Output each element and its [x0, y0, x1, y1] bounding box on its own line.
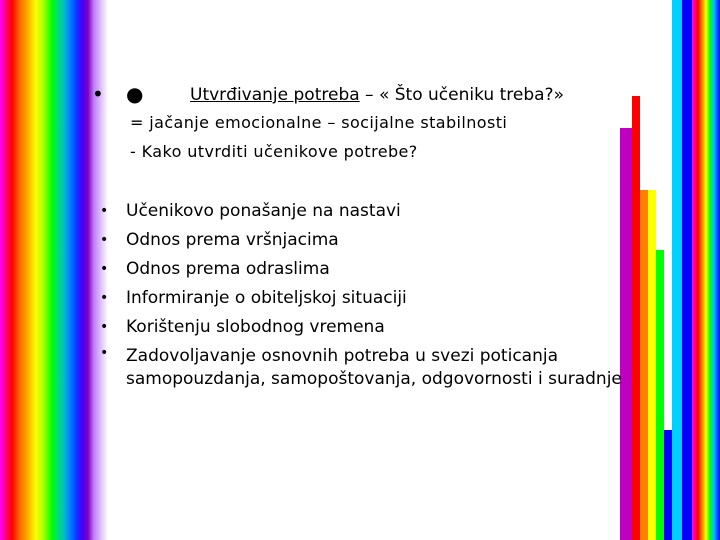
- sub-line: = jačanje emocionalne – socijalne stabilnosti: [130, 113, 508, 132]
- bullet-icon: •: [100, 290, 109, 306]
- heading-underlined: Utvrđivanje potreba: [190, 85, 360, 105]
- rainbow-bar: [672, 0, 682, 540]
- list-item-text: Informiranje o obiteljskoj situaciji: [126, 288, 407, 308]
- rainbow-bar: [640, 190, 648, 540]
- list-item: [100, 226, 640, 255]
- list-item-text: Korištenju slobodnog vremena: [126, 317, 385, 337]
- list-item: [100, 284, 640, 313]
- sub-line: - Kako utvrditi učenikove potrebe?: [130, 142, 418, 161]
- list-item: [100, 255, 640, 284]
- bullet-icon: •: [100, 203, 109, 219]
- bullet-icon: •: [100, 261, 109, 277]
- list-item: [100, 197, 640, 226]
- bullet-icon: •: [100, 232, 109, 248]
- bullet-icon: •: [100, 345, 109, 361]
- rainbow-left-decoration: [0, 0, 108, 540]
- rainbow-bar: [682, 0, 692, 540]
- bullet-icon: •: [92, 82, 104, 106]
- rainbow-bar: [664, 430, 672, 540]
- bullet-list: [100, 197, 640, 391]
- heading-rest: – « Što učeniku treba?»: [359, 85, 564, 105]
- list-item-text: Zadovoljavanje osnovnih potreba u svezi poticanja samopouzdanja, samopoštovanja, odgovornosti i suradnje: [126, 346, 622, 389]
- rainbow-bar: [692, 0, 720, 540]
- list-item: [100, 342, 640, 391]
- list-item-text: Odnos prema odraslima: [126, 259, 330, 279]
- list-item-text: Odnos prema vršnjacima: [126, 230, 339, 250]
- rainbow-bar: [656, 250, 664, 540]
- rainbow-bar: [648, 190, 656, 540]
- list-item-text: Učenikovo ponašanje na nastavi: [126, 201, 401, 221]
- bullet-icon: ●: [126, 82, 144, 106]
- bullet-icon: •: [100, 319, 109, 335]
- list-item: [100, 313, 640, 342]
- heading-text: [190, 83, 564, 107]
